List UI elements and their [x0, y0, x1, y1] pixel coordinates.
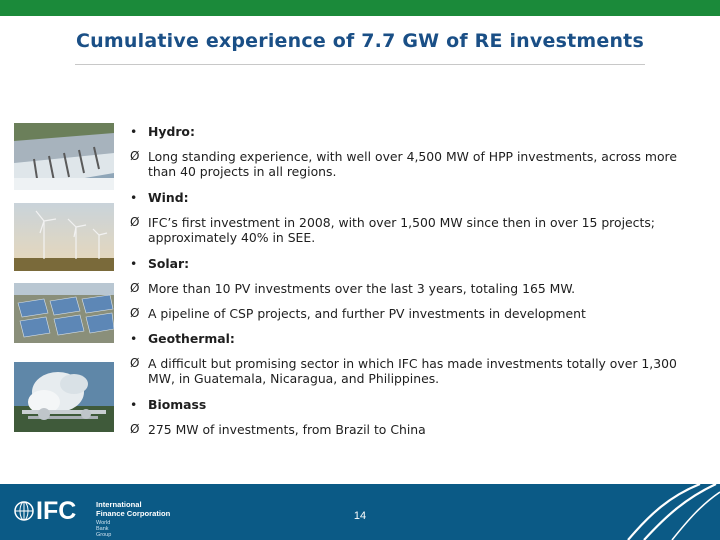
arrow-marker: Ø: [130, 356, 140, 370]
page-number: 14: [353, 510, 367, 522]
item-text-continued: MW, in Guatemala, Nicaragua, and Philippines.: [148, 371, 440, 386]
wind-heading: Wind:: [148, 190, 189, 205]
item-text: More than 10 PV investments over the last 3 years, totaling 165 MW.: [148, 281, 576, 296]
item-text: A difficult but promising sector in which IFC has made investments totally over 1,300: [148, 356, 677, 371]
slide-title: Cumulative experience of 7.7 GW of RE investments: [76, 30, 644, 52]
hydro-photo: [14, 123, 114, 190]
bullet-marker: •: [130, 124, 138, 139]
bullet-marker: •: [130, 190, 138, 205]
item-text: IFC’s first investment in 2008, with over 1,500 MW since then in over 15 projects;: [148, 215, 655, 230]
solar-photo: [14, 283, 114, 343]
decorative-swoosh: [610, 484, 720, 540]
item-text-continued: approximately 40% in SEE.: [148, 230, 316, 245]
arrow-marker: Ø: [130, 149, 140, 163]
arrow-marker: Ø: [130, 215, 140, 229]
bullet-marker: •: [130, 256, 138, 271]
item-text: 275 MW of investments, from Brazil to China: [148, 422, 426, 437]
arrow-marker: Ø: [130, 422, 140, 436]
geothermal-heading: Geothermal:: [148, 331, 235, 346]
logo-sub: World Bank Group: [96, 520, 112, 538]
logo-line-1: International: [96, 500, 142, 509]
title-divider: [75, 64, 645, 65]
item-text-continued: than 40 projects in all regions.: [148, 164, 337, 179]
logo-line-2: Finance Corporation: [96, 509, 171, 518]
logo-abbr: IFC: [36, 497, 77, 525]
wind-photo: [14, 203, 114, 271]
top-accent-bar: [0, 0, 720, 16]
item-text: Long standing experience, with well over 4,500 MW of HPP investments, across more: [148, 149, 678, 164]
arrow-marker: Ø: [130, 281, 140, 295]
arrow-marker: Ø: [130, 306, 140, 320]
geothermal-photo: [14, 362, 114, 432]
solar-heading: Solar:: [148, 256, 190, 271]
biomass-heading: Biomass: [148, 397, 207, 412]
item-text: A pipeline of CSP projects, and further PV investments in development: [148, 306, 586, 321]
hydro-heading: Hydro:: [148, 124, 195, 139]
footer-bar: [0, 484, 720, 540]
bullet-marker: •: [130, 331, 138, 346]
bullet-marker: •: [130, 397, 138, 412]
